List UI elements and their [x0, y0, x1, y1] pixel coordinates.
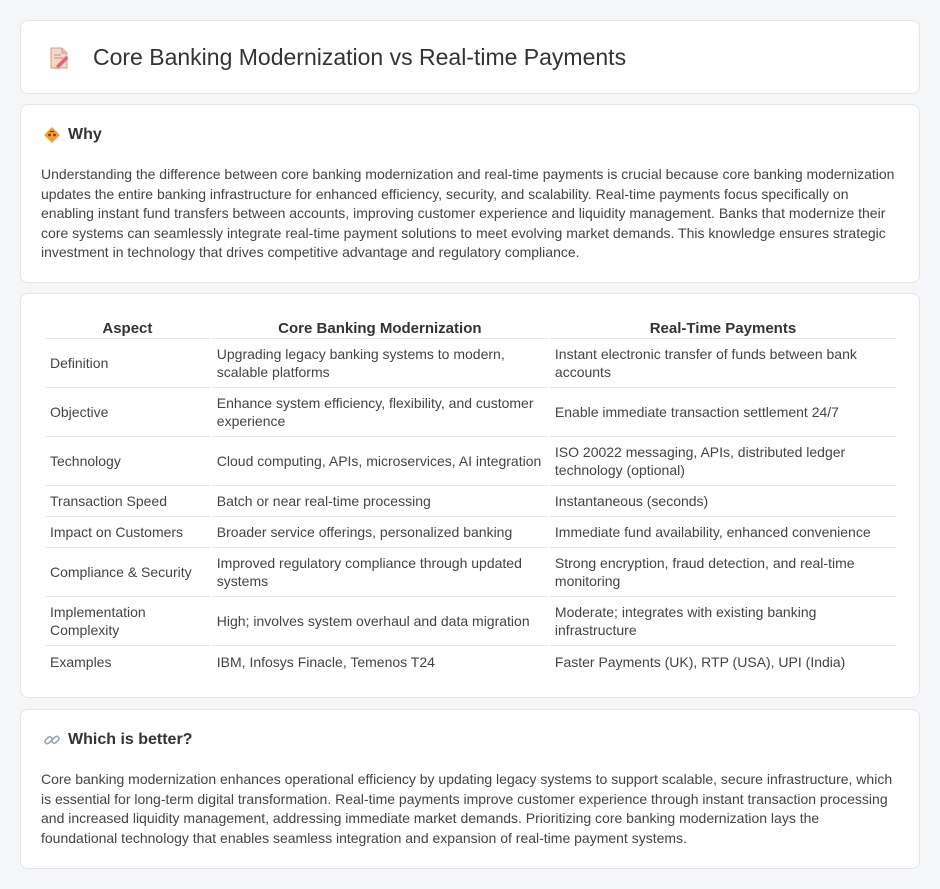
title-row [46, 44, 626, 71]
core-banking-cell: Improved regulatory compliance through updated systems [212, 548, 548, 597]
real-time-payments-cell: Instant electronic transfer of funds between bank accounts [550, 339, 896, 388]
document-pencil-icon [46, 45, 72, 71]
aspect-cell: Objective [45, 388, 210, 437]
real-time-payments-cell: Immediate fund availability, enhanced convenience [550, 517, 896, 548]
better-heading: Which is better? [68, 731, 193, 748]
diamond-sign-icon [43, 126, 61, 144]
core-banking-cell: IBM, Infosys Finacle, Temenos T24 [216, 653, 435, 670]
table-row [45, 486, 896, 517]
comparison-table [43, 315, 898, 677]
aspect-cell: Definition [45, 339, 210, 388]
table-row [45, 597, 896, 646]
core-banking-cell: Enhance system efficiency, flexibility, and customer experience [212, 388, 548, 437]
header-aspect: Aspect [45, 315, 210, 339]
aspect-cell: Transaction Speed [45, 486, 210, 517]
header-real-time-payments: Real-Time Payments [550, 315, 896, 339]
table-row [45, 517, 896, 548]
real-time-payments-cell: Enable immediate transaction settlement 24/7 [550, 388, 896, 437]
aspect-cell: Impact on Customers [45, 517, 210, 548]
aspect-cell: Implementation Complexity [45, 597, 210, 646]
core-banking-cell: Upgrading legacy banking systems to modern, scalable platforms [212, 339, 548, 388]
comparison-section [20, 293, 920, 698]
table-row [45, 388, 896, 437]
link-icon [43, 731, 61, 749]
aspect-cell: Compliance & Security [45, 548, 210, 597]
why-text: Understanding the difference between core banking modernization and real-time payments is crucial because core banking modernization updates the entire banking infrastructure for enhanced efficiency, security, and scalability. Real-time payments focus specifically on enabling instant fund transfers between accounts, improving customer experience and liquidity management. Banks that modernize their core systems can seamlessly integrate real-time payment solutions to meet evolving market demands. This knowledge ensures strategic investment in technology that drives competitive advantage and regulatory compliance. [41, 166, 895, 261]
real-time-payments-cell: Faster Payments (UK), RTP (USA), UPI (India) [554, 653, 846, 670]
which-is-better-section [20, 709, 920, 869]
why-heading: Why [68, 126, 102, 143]
table-row [45, 646, 896, 677]
real-time-payments-cell: Instantaneous (seconds) [550, 486, 896, 517]
better-heading-row [43, 731, 192, 749]
real-time-payments-cell: Moderate; integrates with existing banking infrastructure [550, 597, 896, 646]
core-banking-cell: Cloud computing, APIs, microservices, AI integration [212, 437, 548, 486]
table-row [45, 548, 896, 597]
real-time-payments-cell: Strong encryption, fraud detection, and real-time monitoring [550, 548, 896, 597]
table-row [45, 437, 896, 486]
core-banking-cell: High; involves system overhaul and data migration [212, 597, 548, 646]
why-heading-row [43, 126, 102, 144]
title-card [20, 20, 920, 94]
core-banking-cell: Broader service offerings, personalized banking [212, 517, 548, 548]
table-header-row [45, 315, 896, 339]
header-core-banking: Core Banking Modernization [212, 315, 548, 339]
aspect-cell: Technology [45, 437, 210, 486]
real-time-payments-cell: ISO 20022 messaging, APIs, distributed ledger technology (optional) [550, 437, 896, 486]
aspect-cell: Examples [50, 653, 112, 670]
table-row [45, 339, 896, 388]
page-title: Core Banking Modernization vs Real-time Payments [93, 44, 627, 70]
better-text: Core banking modernization enhances operational efficiency by updating legacy systems to support scalable, secure infrastructure, which is essential for long-term digital transformation. Real-time payments improve customer experience through instant transaction processing and increased liquidity management, addressing immediate market demands. Prioritizing core banking modernization lays the foundational technology that enables seamless integration and expansion of real-time payment systems. [41, 771, 893, 846]
why-section [20, 104, 920, 283]
core-banking-cell: Batch or near real-time processing [212, 486, 548, 517]
